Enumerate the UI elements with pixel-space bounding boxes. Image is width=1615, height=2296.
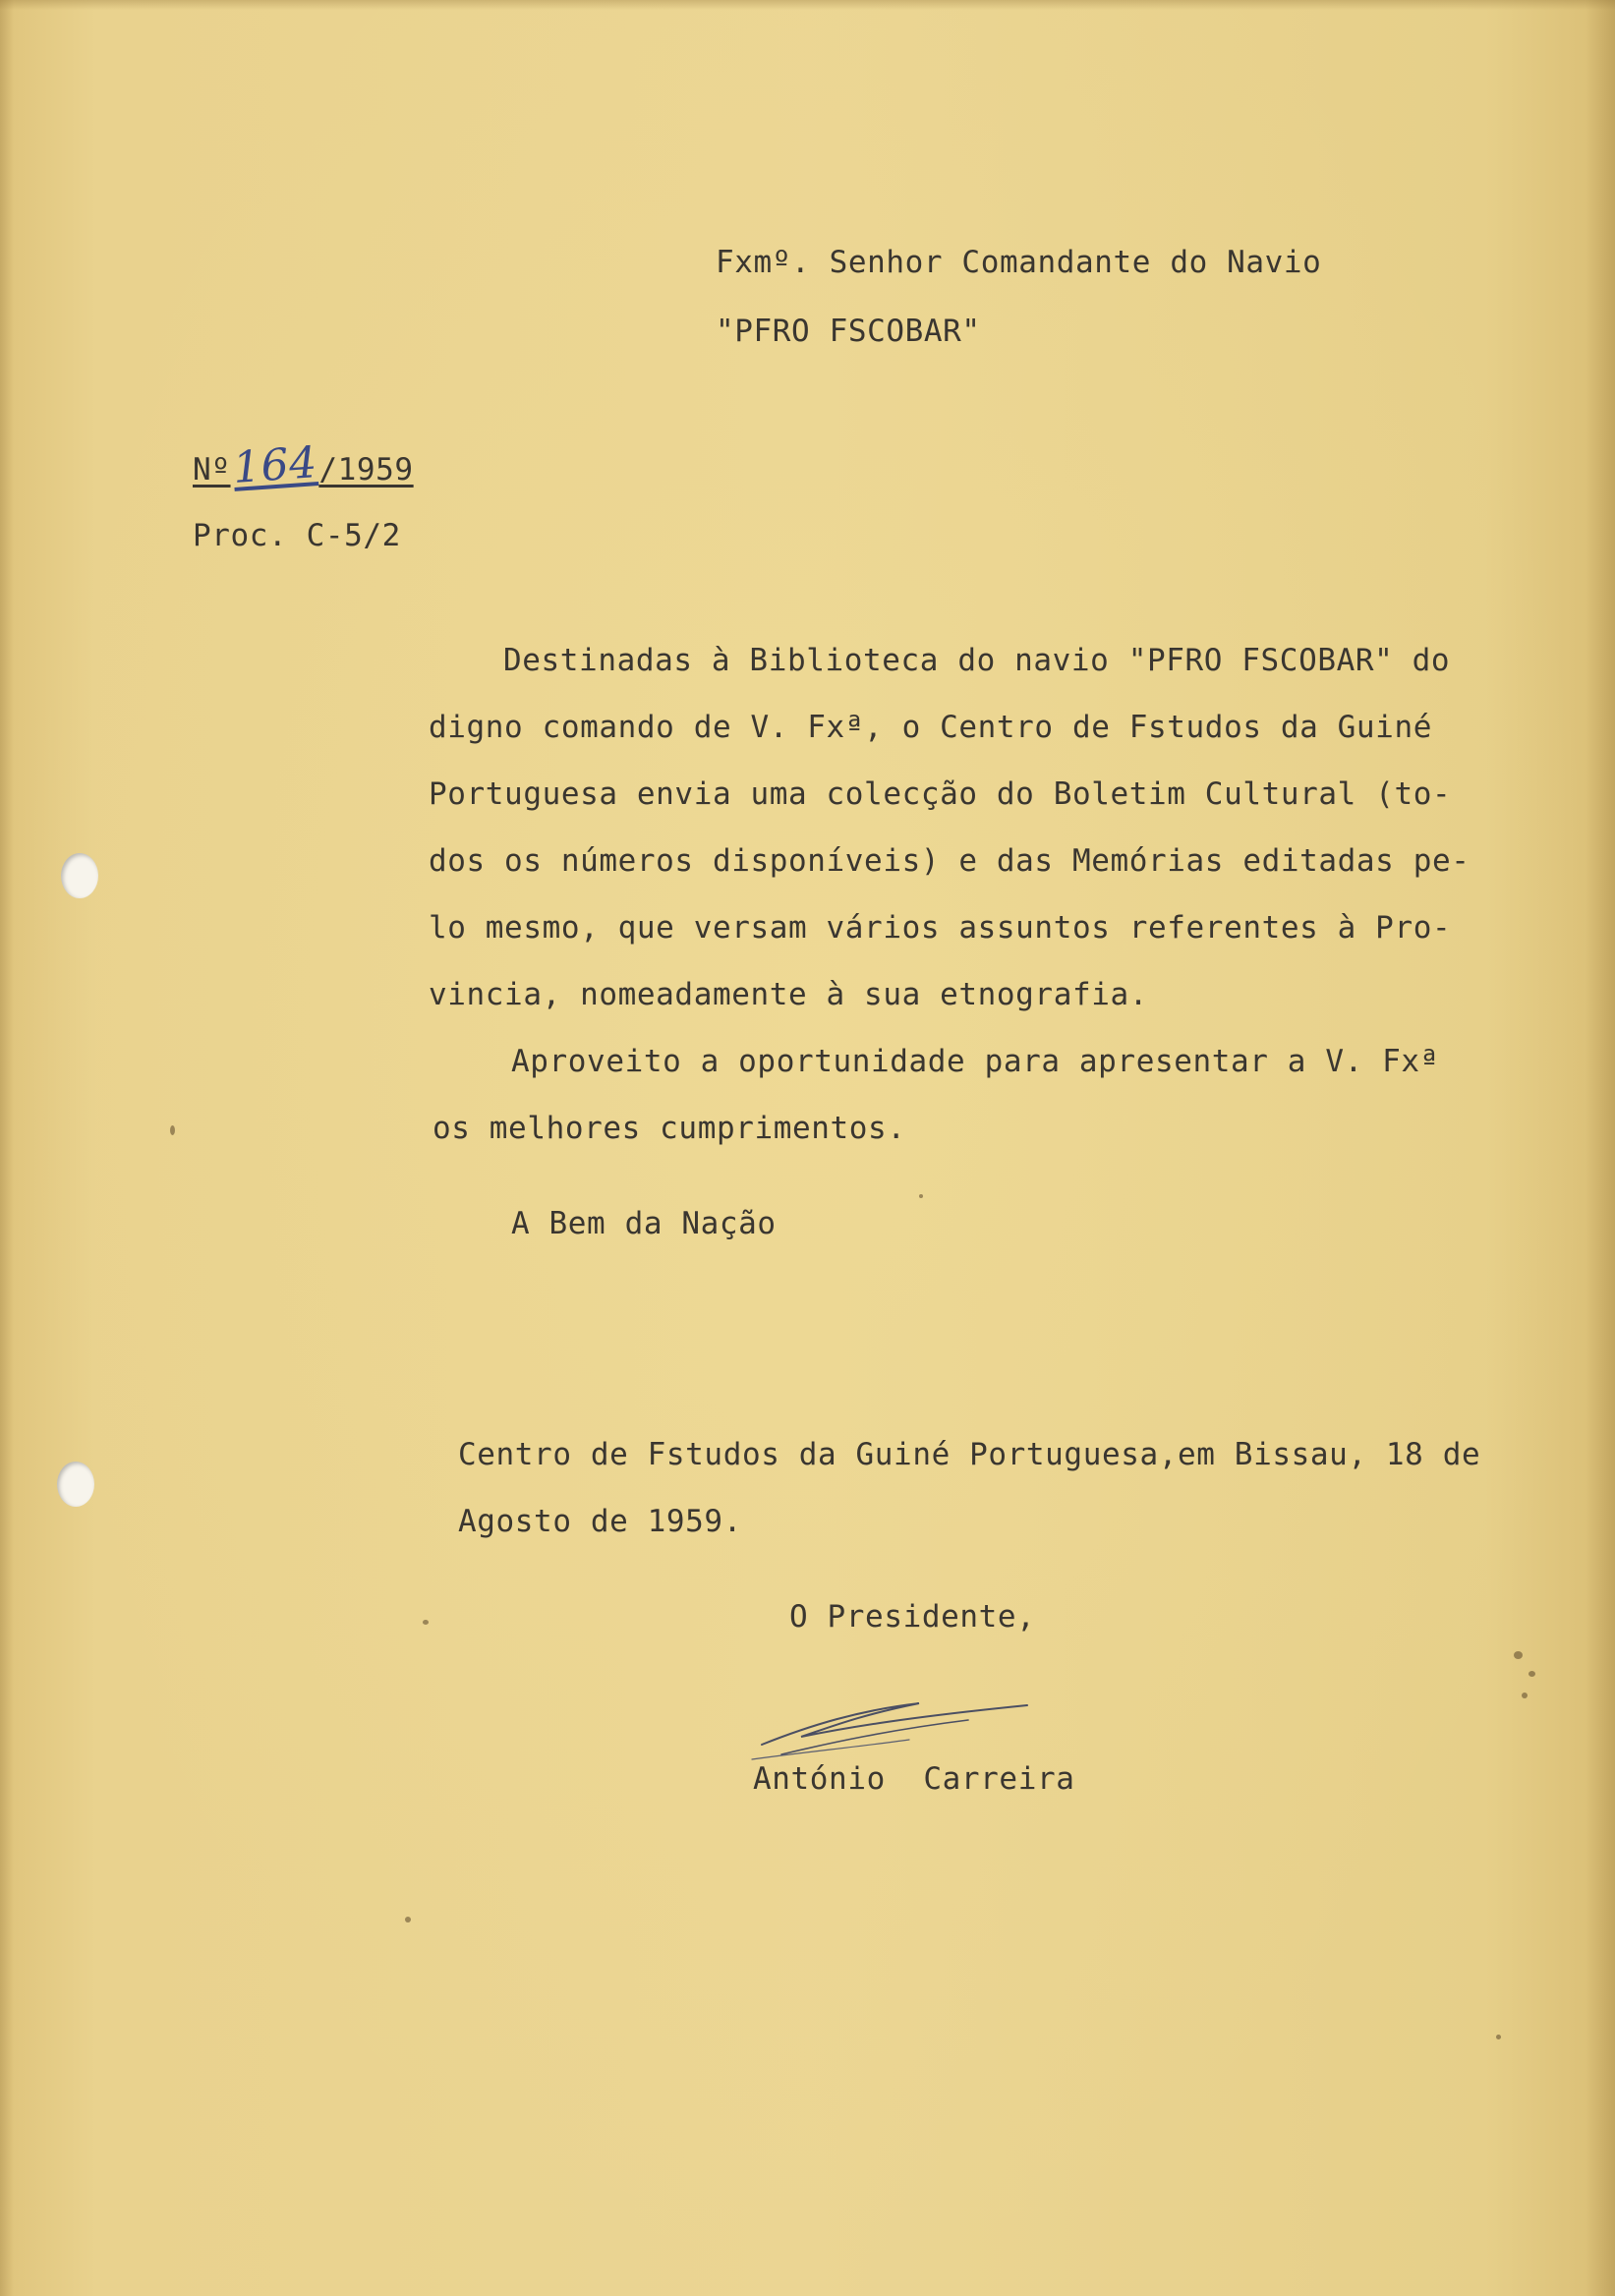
signoff-title: O Presidente, [789,1599,1036,1635]
paper-speck [423,1620,429,1625]
paper-edge-right [1586,0,1615,2296]
paper-speck [1522,1693,1528,1698]
signatory-name: António Carreira [753,1761,1075,1797]
paper-speck [1514,1651,1523,1659]
punch-hole-upper [61,853,98,898]
addressee-line-1: Fxmº. Senhor Comandante do Navio [716,245,1322,280]
paragraph-1-line-6: vincia, nomeadamente à sua etnografia. [429,977,1149,1012]
paragraph-1-line-1: Destinadas à Biblioteca do navio "PFRO FSCOBAR" do [503,643,1451,678]
paper-edge-left [0,0,14,2296]
paragraph-1-line-3: Portuguesa envia uma colecção do Boletim Cultural (to- [429,776,1452,812]
addressee-line-2: "PFRO FSCOBAR" [716,314,981,349]
handwritten-signature [742,1686,1037,1764]
reference-number [193,437,414,493]
paper-speck [405,1917,411,1923]
paragraph-1-line-4: dos os números disponíveis) e das Memórias editadas pe- [429,843,1471,879]
paper-speck [170,1125,175,1135]
paragraph-2-line-1: Aproveito a oportunidade para apresentar a V. Fxª [511,1044,1439,1079]
paragraph-1-line-2: digno comando de V. Fxª, o Centro de Fstudos da Guiné [429,710,1432,745]
punch-hole-lower [57,1462,94,1507]
paper-speck [1496,2035,1501,2039]
paragraph-2-line-2: os melhores cumprimentos. [433,1111,906,1146]
process-reference: Proc. C-5/2 [193,518,401,553]
paper-speck [919,1194,923,1198]
reference-number-handwritten: 164 [230,437,319,493]
paper-speck [1528,1671,1535,1677]
closing-salutation: A Bem da Nação [511,1206,777,1241]
paper-edge-top [0,0,1615,10]
paragraph-1-line-5: lo mesmo, que versam vários assuntos referentes à Pro- [429,910,1452,946]
place-date-line-1: Centro de Fstudos da Guiné Portuguesa,em Bissau, 18 de [458,1437,1481,1472]
place-date-line-2: Agosto de 1959. [458,1504,742,1539]
reference-number-prefix: Nº [193,452,231,488]
reference-number-year: /1959 [318,452,414,488]
